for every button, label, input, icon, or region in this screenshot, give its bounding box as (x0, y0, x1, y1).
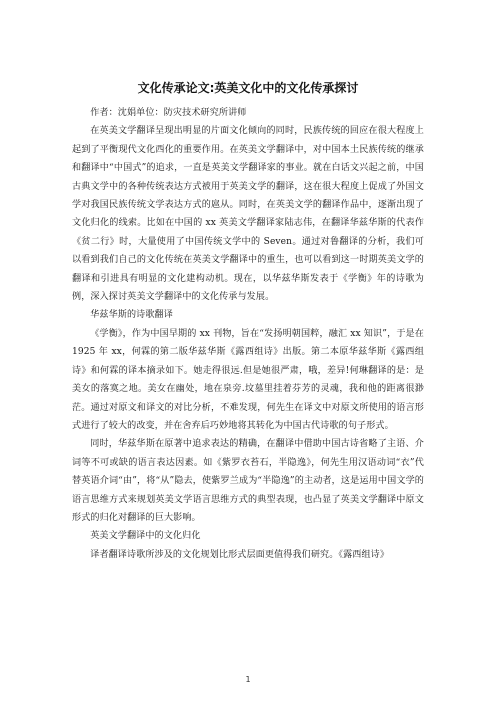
paragraph: 译者翻译诗歌所涉及的文化规划比形式层面更值得我们研究。《露西组诗》 (90, 549, 390, 560)
section-heading: 英美文学翻译中的文化归化 (90, 531, 201, 542)
paragraph: 同时，华兹华斯在原著中追求表达的精确，在翻译中借助中国古诗省略了主语、介词等不可或缺的语言表达因素。如《紫罗衣苔石，半隐逸》，何先生用汉语动词“衣”代替英语介词“由”，将“从”隐去，使紫罗兰成为“半隐逸”的主动者，这是运用中国文学的语言思维方式来规划英美文学语言思维方式的典型表现，也凸显了英美文学翻译中原文形式的归化对翻译的巨大影响。 (72, 439, 424, 523)
section-heading: 华兹华斯的诗歌翻译 (90, 310, 173, 321)
paragraph: 《学衡》，作为中国早期的 xx 刊物，旨在“发扬明朝国粹，融汇 xx 知识”，于是在 1925 年 xx，何霖的第二版华兹华斯《露西组诗》出版。第二本原华兹华斯《露西组诗》和何霖的译本摘录如下。她走得很远.但是她很严肃，哦，差异!何琳翻译的是：是美女的落寞之地。美女在幽处，地在泉旁.坟墓里挂着芬芳的灵魂，我和他的距离很渺茫。通过对原文和译文的对比分析，不难发现，何先生在译文中对原文所使用的语言形式进行了较大的改变，并在舍弃后巧妙地将其转化为中国古代诗歌的句子形式。 (72, 328, 424, 431)
document-body (72, 104, 424, 564)
page-number: 1 (245, 675, 251, 684)
author-line: 作者：沈娟单位：防灾技术研究所讲师 (90, 108, 247, 118)
paragraph: 在英美文学翻译呈现出明显的片面文化倾向的同时，民族传统的回应在很大程度上起到了平衡现代文化西化的重要作用。在英美文学翻译中，对中国本土民族传统的继承和翻译中“中国式”的追求，一直是英美文学翻译家的事业。就在白话文兴起之前，中国古典文学中的各种传统表达方式被用于英美文学的翻译，这在很大程度上促成了外国文学对我国民族传统文学表达方式的扈从。同时，在英美文学的翻译作品中，逐渐出现了文化归化的线索。比如在中国的 xx 英美文学翻译家陆志伟，在翻译华兹华斯的代表作《贫二行》时，大量使用了中国传统文学中的 Seven。通过对鲁翻译的分析，我们可以看到我们自己的文化传统在英美文学翻译中的重生，也可以看到这一时期英美文学的翻译和引进具有明显的文化建构动机。现在，以华兹华斯发表于《学衡》年的诗歌为例，深入探讨英美文学翻译中的文化传承与发展。 (72, 126, 424, 303)
document-title: 文化传承论文:英美文化中的文化传承探讨 (137, 81, 359, 95)
